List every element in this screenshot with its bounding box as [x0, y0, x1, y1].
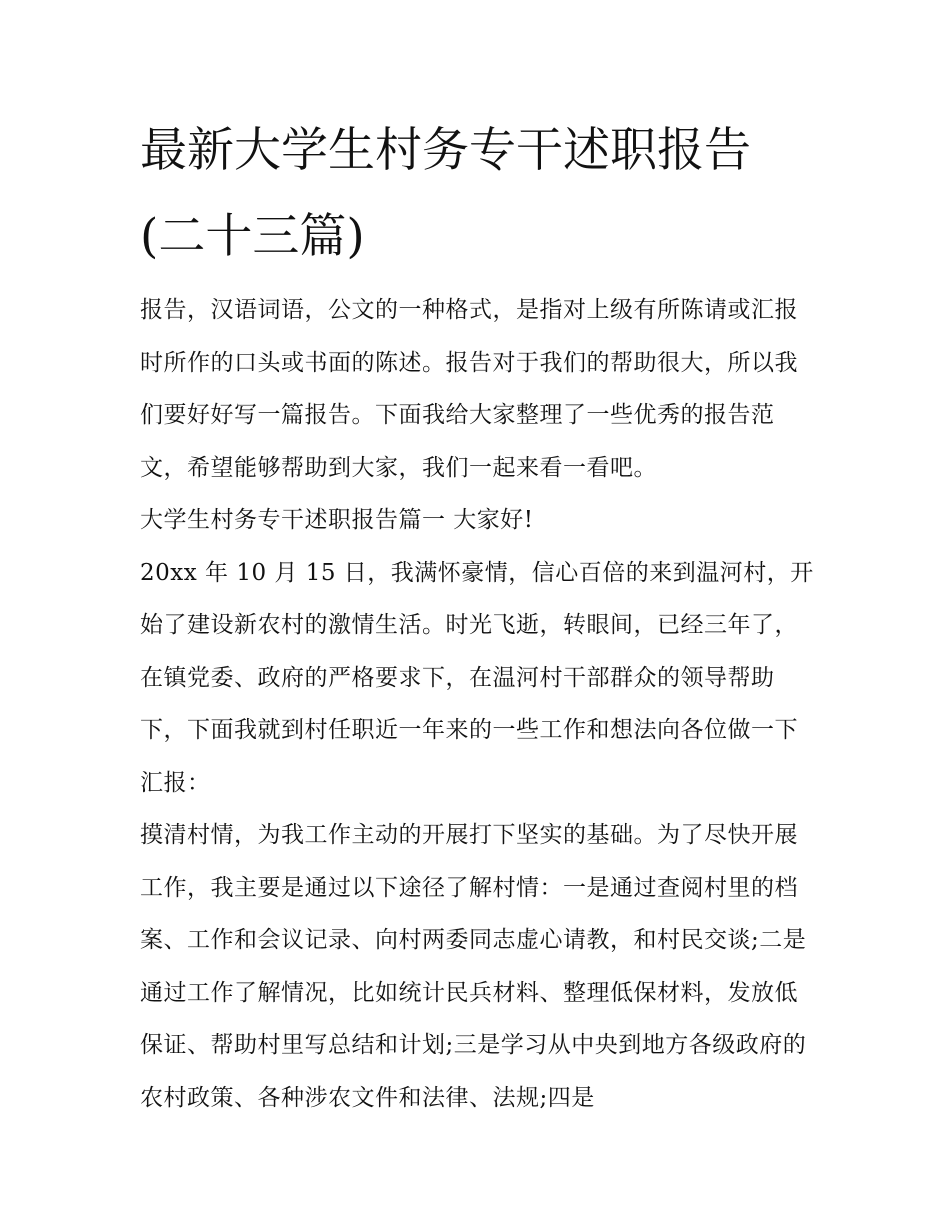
- document-body: [140, 284, 815, 1124]
- paragraph-arrival: 20xx 年 10 月 15 日，我满怀豪情，信心百倍的来到温河村，开始了建设新农村的激情生活。时光飞逝，转眼间，已经三年了，在镇党委、政府的严格要求下，在温河村干部群众的领导帮助下，下面我就到村任职近一年来的一些工作和想法向各位做一下汇报：: [140, 559, 814, 796]
- document-title: 最新大学生村务专干述职报告(二十三篇): [140, 123, 751, 264]
- document-page: [140, 108, 815, 1124]
- paragraph-village-situation: 摸清村情，为我工作主动的开展打下坚实的基础。为了尽快开展工作，我主要是通过以下途径了解村情：一是通过查阅村里的档案、工作和会议记录、向村两委同志虚心请教，和村民交谈;二是通过工作了解情况，比如统计民兵材料、整理低保材料，发放低保证、帮助村里写总结和计划;三是学习从中央到地方各级政府的农村政策、各种涉农文件和法律、法规;四是: [140, 822, 807, 1111]
- paragraph-intro: 报告，汉语词语，公文的一种格式，是指对上级有所陈请或汇报时所作的口头或书面的陈述。报告对于我们的帮助很大，所以我们要好好写一篇报告。下面我给大家整理了一些优秀的报告范文，希望能够帮助到大家，我们一起来看一看吧。: [140, 297, 798, 481]
- paragraph-section-heading: 大学生村务专干述职报告篇一 大家好!: [140, 507, 534, 533]
